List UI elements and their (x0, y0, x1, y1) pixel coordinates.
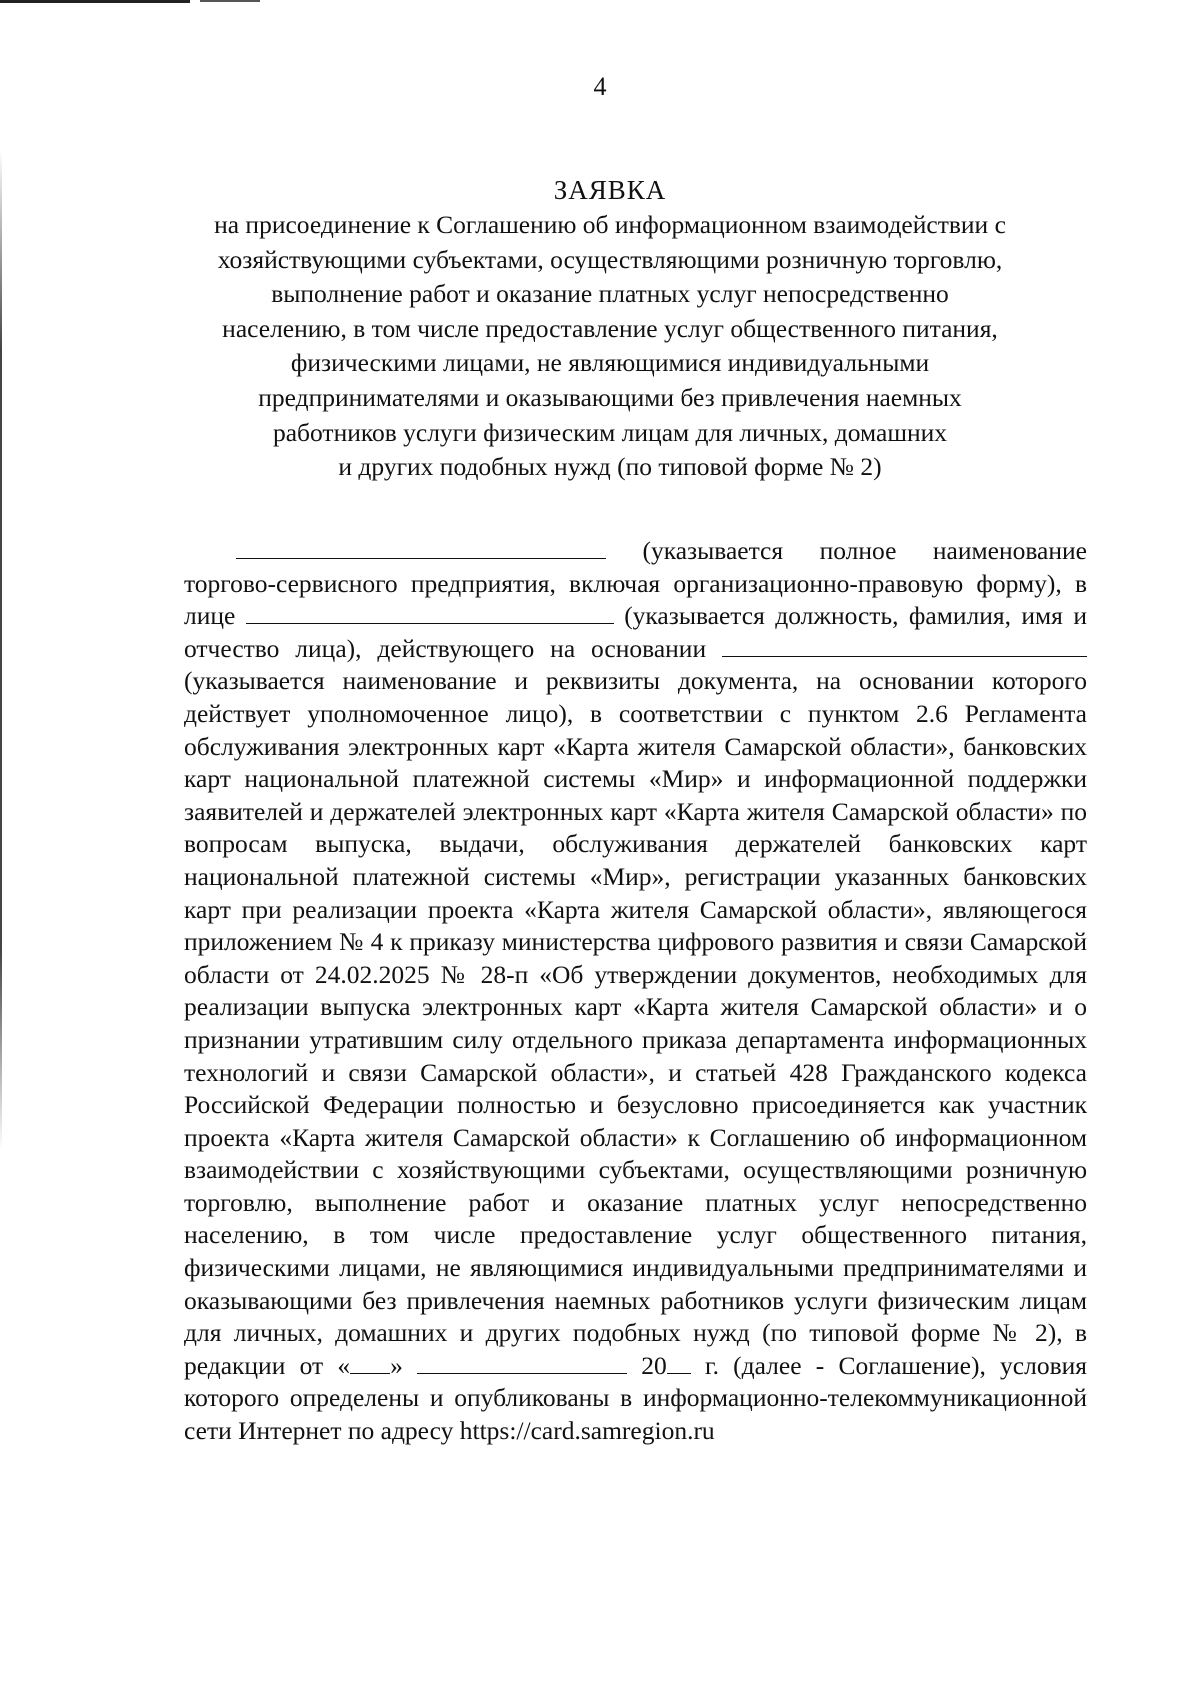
body-text-segment: » (390, 1350, 418, 1380)
subtitle-line: на присоединение к Соглашению об информационном взаимодействии с (214, 210, 1006, 239)
blank-year (667, 1351, 691, 1374)
subtitle-line: предпринимателями и оказывающими без привлечения наемных (258, 382, 962, 412)
subtitle-line: выполнение работ и оказание платных услуг непосредственно (271, 279, 949, 309)
subtitle-line: и других подобных нужд (по типовой форме № 2) (338, 452, 882, 482)
subtitle-line: физическими лицами, не являющимися индивидуальными (290, 348, 930, 378)
scan-artifact-top-secondary (200, 0, 260, 2)
scan-artifact-left-edge (0, 150, 2, 1150)
body-text-segment: (указывается должность, фамилия, имя и отчество лица), действующего на основании (184, 601, 1087, 663)
blank-month (417, 1351, 627, 1374)
subtitle-line: населению, в том числе предоставление услуг общественного питания, (222, 313, 998, 343)
blank-day (350, 1351, 390, 1374)
document-heading (150, 172, 1070, 485)
document-subtitle (150, 208, 1070, 485)
subtitle-line: хозяйствующими субъектами, осуществляющими розничную торговлю, (217, 244, 1003, 274)
application-body (184, 535, 1087, 1448)
subtitle-line: работников услуги физическим лицам для личных, домашних (272, 417, 948, 447)
body-text-segment: (указывается полное наименование торгово-сервисного предприятия, включая организационно-правовую форму), в лице (184, 536, 1087, 631)
blank-authority-document (722, 634, 1087, 657)
body-text-segment: 20 (627, 1350, 667, 1380)
scan-artifact-top (0, 0, 190, 3)
body-text-segment: (указывается наименование и реквизиты документа, на основании которого действует уполномоченное лицо), в соответствии с пунктом 2.6 Регламента обслуживания электронных карт «Карта жителя Самарской области», банковских карт национальной платежной системы «Мир» и информационной поддержки заявителей и держателей электронных карт «Карта жителя Самарской области» по вопросам выпуска, выдачи, обслуживания держателей банковских карт национальной платежной системы «Мир», регистрации указанных банковских карт при реализации проекта «Карта жителя Самарской области», являющегося приложением № 4 к приказу министерства цифрового развития и связи Самарской области от 24.02.2025 № 28-п «Об утверждении документов, необходимых для реализации выпуска электронных карт «Карта жителя Самарской области» и о признании утратившим силу отдельного приказа департамента информационных технологий и связи Самарской области», и статьей 428 Гражданского кодекса Российской Федерации полностью и безусловно присоединяется как участник проекта «Карта жителя Самарской области» к Соглашению об информационном взаимодействии с хозяйствующими субъектами, осуществляющими розничную торговлю, выполнение работ и оказание платных услуг непосредственно населению, в том числе предоставление услуг общественного питания, физическими лицами, не являющимися индивидуальными предпринимателями и оказывающими без привлечения наемных работников услуги физическим лицам для личных, домашних и других подобных нужд (по типовой форме № 2), в редакции от « (184, 666, 1087, 1380)
page-number: 4 (593, 72, 607, 101)
body-text-segment: г. (далее - Соглашение), условия которого определены и опубликованы в информационно-телекоммуникационной сети Интернет по адресу https://card.samregion.ru (184, 1350, 1088, 1446)
blank-representative (246, 601, 614, 624)
document-title: ЗАЯВКА (553, 175, 667, 205)
blank-organization-name (236, 536, 606, 559)
